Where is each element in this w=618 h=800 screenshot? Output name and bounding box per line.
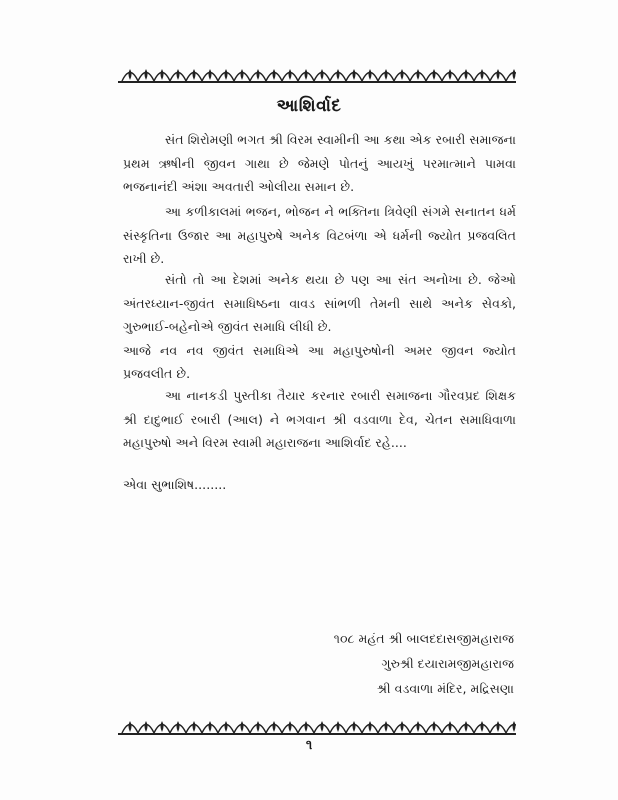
signature-block [334,626,514,701]
border-leaf [177,721,180,732]
border-leaf [161,69,164,80]
border-leaf [241,721,244,732]
border-leaf [417,69,420,80]
border-leaf [513,721,516,732]
border-leaf [337,721,340,732]
border-leaf [337,69,340,80]
border-leaf [353,721,356,732]
border-leaf [161,721,164,732]
top-decorative-border [118,62,516,84]
paragraph-1-text: સંત શિરોમણી ભગત શ્રી વિરમ સ્વામીની આ કથા એક રબારી સમાજના પ્રથમ ઋષીની જીવન ગાથા છે જેમણે પોતનું આયખું પરમાત્માને પામવા ભજનાનંદી અંશા અવતારી ઓલીયા સમાન છે. [123,132,516,194]
paragraph-4-text: આજે નવ નવ જીવંત સમાધિએ આ મહાપુરુષોની અમર જીવન જ્યોત પ્રજવલીત છે. [123,342,516,381]
border-leaf [321,69,324,80]
paragraph-5-text: આ નાનકડી પુસ્તીકા તૈયાર કરનાર રબારી સમાજના ગૌરવપ્રદ શિક્ષક શ્રી દાદુભાઈ રબારી (આલ) ને ભગવાન શ્રી વડવાળા દેવ, ચેતન સમાધિવાળા મહાપુરુષો અને વિરમ સ્વામી મહારાજના આશિર્વાદ રહે.... [123,388,516,450]
page-title: આશિર્વાદ [276,96,342,116]
paragraph-5 [123,384,516,455]
closing-line [123,473,516,497]
border-leaf [449,721,452,732]
bottom-decorative-border [118,714,516,736]
border-leaf [369,69,372,80]
paragraph-1 [123,128,516,199]
border-leaf [385,721,388,732]
border-leaf [289,69,292,80]
closing-line-text: એવા સુભાશિષ........ [123,477,227,492]
border-leaf [433,69,436,80]
paragraph-2 [123,200,516,271]
border-leaf [193,69,196,80]
border-leaf [257,721,260,732]
border-leaf [145,721,148,732]
top-border-ornament [118,62,516,84]
border-leaf [225,69,228,80]
border-leaf [209,69,212,80]
border-leaf [273,69,276,80]
border-leaf [145,69,148,80]
border-leaf [321,721,324,732]
paragraph-3 [123,268,516,386]
signature-line-2: ગુરુશ્રી દયારામજીમહારાજ [381,656,514,671]
border-leaf [289,721,292,732]
border-leaf [353,69,356,80]
border-leaf [465,69,468,80]
border-leaf [273,721,276,732]
border-leaf [305,69,308,80]
border-leaf [209,721,212,732]
border-leaf [369,721,372,732]
border-leaf [449,69,452,80]
border-leaf [417,721,420,732]
border-leaf [257,69,260,80]
border-leaf [497,69,500,80]
paragraph-2-text: આ કળીકાલમાં ભજન, ભોજન ને ભક્તિના ત્રિવેણી સંગમે સનાતન ધર્મ સંસ્કૃતિના ઉજાર આ મહાપુરુષે અનેક વિટબંળા એ ધર્મની જ્યોત પ્રજવલિત રાખી છે. [123,204,516,266]
border-leaf [481,69,484,80]
border-leaf [481,721,484,732]
border-leaf [385,69,388,80]
border-leaf [305,721,308,732]
paragraph-3-text: સંતો તો આ દેશમાં અનેક થયા છે પણ આ સંત અનોખા છે. જેઓ અંતરધ્યાન-જીવંત સમાધિષ્ઠના વાવડ સાંભળી તેમની સાથે અનેક સેવકો, ગુરુભાઈ-બહેનોએ જીવંત સમાધિ લીધી છે. [123,272,516,334]
bottom-border-ornament [118,714,516,736]
border-leaf [129,69,132,80]
border-leaf [177,69,180,80]
border-leaf [225,721,228,732]
border-leaf [401,69,404,80]
border-leaf [513,69,516,80]
border-leaf [401,721,404,732]
border-leaf [497,721,500,732]
signature-line-3: શ્રી વડવાળા મંદિર, મદ્રિસણા [376,681,514,696]
border-leaf [129,721,132,732]
border-leaf [241,69,244,80]
page-number: ૧ [305,738,313,753]
border-leaf [433,721,436,732]
signature-line-1: ૧૦૮ મહંત શ્રી બાલદદાસજીમહારાજ [333,631,514,646]
border-leaf [193,721,196,732]
border-leaf [465,721,468,732]
